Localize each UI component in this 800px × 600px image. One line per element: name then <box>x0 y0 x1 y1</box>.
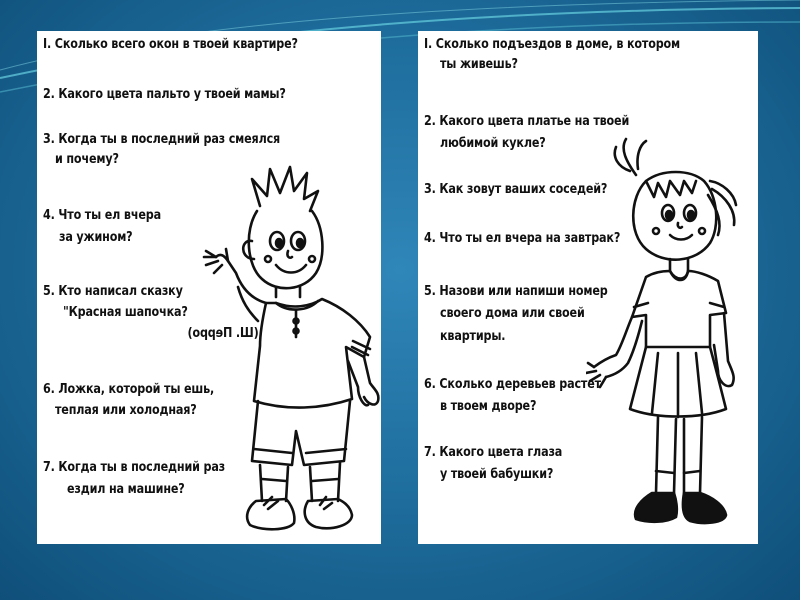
left-question-6-line-2: теплая или холодная? <box>55 403 197 418</box>
left-question-7-line-2: ездил на машине? <box>67 482 185 497</box>
right-question-5-line-3: квартиры. <box>440 329 506 344</box>
right-question-1-line-1: I. Сколько подъездов в доме, в котором <box>424 37 681 52</box>
left-question-5-answer-mirrored: (Ш. Перро) <box>187 326 259 341</box>
right-question-1-line-2: ты живешь? <box>440 57 518 72</box>
right-question-5-line-2: своего дома или своей <box>440 306 585 321</box>
right-question-card <box>418 31 758 544</box>
left-question-5-line-2: "Красная шапочка? <box>63 305 188 320</box>
right-question-3: 3. Как зовут ваших соседей? <box>424 182 608 197</box>
right-question-6-line-1: 6. Сколько деревьев растет <box>424 377 601 392</box>
girl-illustration <box>586 131 758 541</box>
right-question-2-line-2: любимой кукле? <box>440 136 546 151</box>
right-question-7-line-1: 7. Какого цвета глаза <box>424 445 563 460</box>
left-question-4-line-1: 4. Что ты ел вчера <box>43 208 161 223</box>
left-question-3-line-2: и почему? <box>55 152 119 167</box>
boy-illustration <box>192 161 381 541</box>
left-question-4-line-2: за ужином? <box>59 230 133 245</box>
left-question-6-line-1: 6. Ложка, которой ты ешь, <box>43 382 215 397</box>
left-question-2: 2. Какого цвета пальто у твоей мамы? <box>43 87 286 102</box>
left-question-7-line-1: 7. Когда ты в последний раз <box>43 460 226 475</box>
right-question-6-line-2: в твоем дворе? <box>440 399 537 414</box>
right-question-7-line-2: у твоей бабушки? <box>440 467 554 482</box>
right-question-5-line-1: 5. Назови или напиши номер <box>424 284 608 299</box>
left-question-1: I. Сколько всего окон в твоей квартире? <box>43 37 298 52</box>
left-question-card <box>37 31 381 544</box>
left-question-5-line-1: 5. Кто написал сказку <box>43 284 183 299</box>
right-question-2-line-1: 2. Какого цвета платье на твоей <box>424 114 630 129</box>
left-question-3-line-1: 3. Когда ты в последний раз смеялся <box>43 132 281 147</box>
right-question-4: 4. Что ты ел вчера на завтрак? <box>424 231 621 246</box>
